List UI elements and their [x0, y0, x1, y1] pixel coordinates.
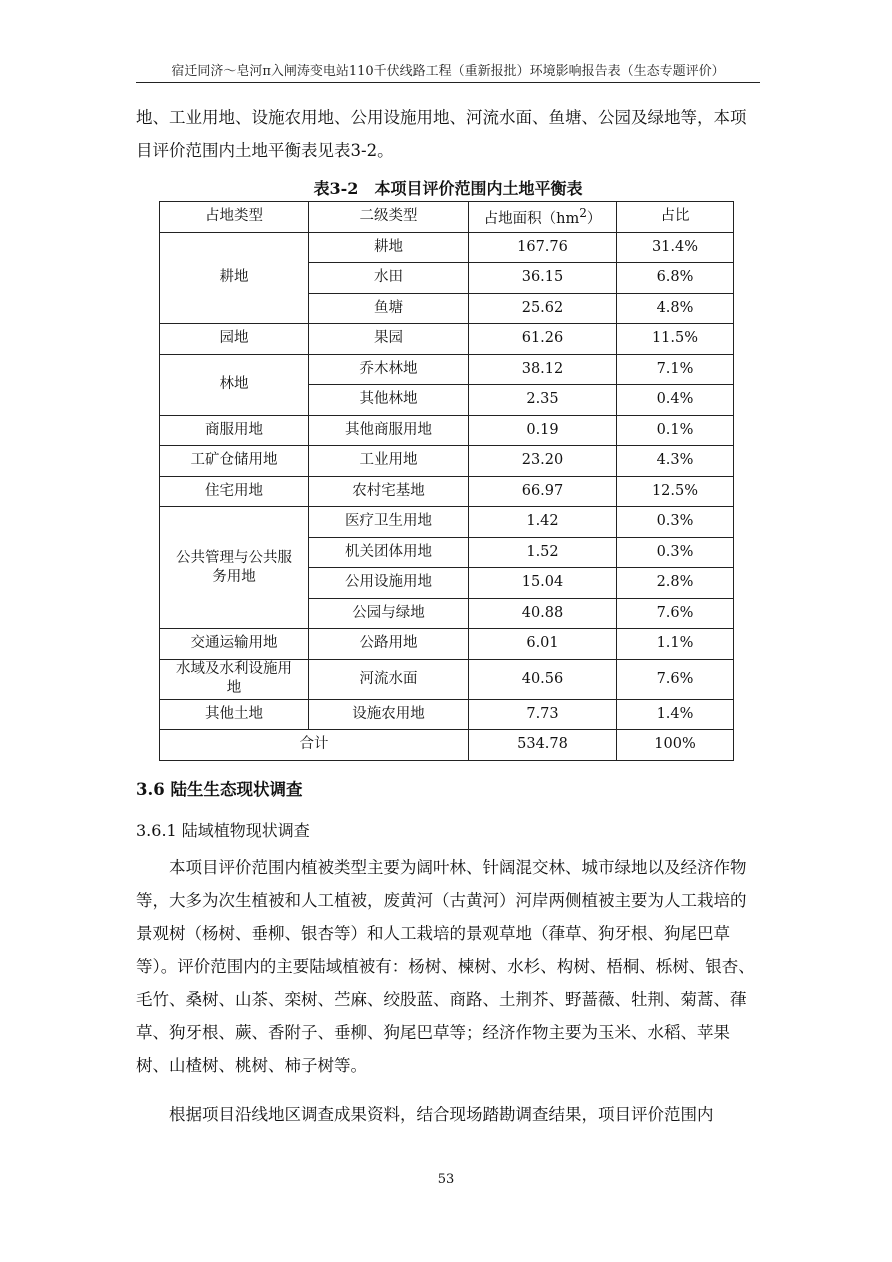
table-body	[160, 232, 734, 730]
sub-type-cell: 医疗卫生用地	[309, 507, 469, 538]
table-row	[160, 415, 734, 446]
ratio-cell: 4.3%	[617, 446, 734, 477]
body-paragraph-continued: 根据项目沿线地区调查成果资料，结合现场踏勘调查结果，项目评价范围内	[169, 1105, 714, 1124]
header-ratio: 占比	[617, 202, 734, 233]
ratio-cell: 0.4%	[617, 385, 734, 416]
total-area: 534.78	[469, 730, 617, 761]
total-row	[160, 730, 734, 761]
table-row	[160, 659, 734, 699]
ratio-cell: 7.1%	[617, 354, 734, 385]
header-area-close: ）	[586, 211, 602, 228]
sub-type-cell: 工业用地	[309, 446, 469, 477]
land-type-cell: 交通运输用地	[160, 629, 309, 660]
header-land-type: 占地类型	[160, 202, 309, 233]
ratio-cell: 1.4%	[617, 699, 734, 730]
sub-type-cell: 其他林地	[309, 385, 469, 416]
table-row	[160, 699, 734, 730]
land-type-cell: 耕地	[160, 232, 309, 324]
area-cell: 15.04	[469, 568, 617, 599]
ratio-cell: 4.8%	[617, 293, 734, 324]
running-header: 宿迁同济～皂河π入闸涛变电站110千伏线路工程（重新报批）环境影响报告表（生态专题评价）	[171, 64, 725, 79]
sub-type-cell: 水田	[309, 263, 469, 294]
ratio-cell: 1.1%	[617, 629, 734, 660]
land-type-cell: 商服用地	[160, 415, 309, 446]
sub-type-cell: 公用设施用地	[309, 568, 469, 599]
ratio-cell: 0.3%	[617, 537, 734, 568]
sub-type-cell: 果园	[309, 324, 469, 355]
sub-type-cell: 鱼塘	[309, 293, 469, 324]
land-type-cell: 水域及水利设施用地	[160, 659, 309, 699]
area-cell: 167.76	[469, 232, 617, 263]
area-cell: 7.73	[469, 699, 617, 730]
table-header-row	[160, 202, 734, 233]
intro-paragraph: 地、工业用地、设施农用地、公用设施用地、河流水面、鱼塘、公园及绿地等，本项目评价范围内土地平衡表见表3-2。	[136, 108, 747, 160]
table-caption: 表3-2 本项目评价范围内土地平衡表	[313, 179, 583, 198]
sub-type-cell: 其他商服用地	[309, 415, 469, 446]
land-type-cell: 住宅用地	[160, 476, 309, 507]
land-balance-table	[159, 201, 734, 761]
total-ratio: 100%	[617, 730, 734, 761]
section-title: 3.6 陆生生态现状调查	[136, 780, 303, 799]
sub-type-cell: 河流水面	[309, 659, 469, 699]
sub-type-cell: 乔木林地	[309, 354, 469, 385]
land-type-cell: 林地	[160, 354, 309, 415]
area-cell: 40.88	[469, 598, 617, 629]
ratio-cell: 12.5%	[617, 476, 734, 507]
ratio-cell: 0.3%	[617, 507, 734, 538]
area-cell: 23.20	[469, 446, 617, 477]
sub-type-cell: 机关团体用地	[309, 537, 469, 568]
table-row	[160, 324, 734, 355]
sub-type-cell: 设施农用地	[309, 699, 469, 730]
area-cell: 2.35	[469, 385, 617, 416]
table-row	[160, 354, 734, 385]
header-area-text: 占地面积（hm	[483, 211, 580, 228]
ratio-cell: 7.6%	[617, 659, 734, 699]
area-cell: 1.42	[469, 507, 617, 538]
table-row	[160, 446, 734, 477]
subsection-title: 3.6.1 陆域植物现状调查	[136, 821, 310, 840]
ratio-cell: 11.5%	[617, 324, 734, 355]
sub-type-cell: 耕地	[309, 232, 469, 263]
area-cell: 0.19	[469, 415, 617, 446]
land-type-cell: 公共管理与公共服务用地	[160, 507, 309, 629]
sub-type-cell: 公园与绿地	[309, 598, 469, 629]
ratio-cell: 7.6%	[617, 598, 734, 629]
ratio-cell: 0.1%	[617, 415, 734, 446]
table-row	[160, 232, 734, 263]
table-row	[160, 507, 734, 538]
table-row	[160, 476, 734, 507]
area-cell: 1.52	[469, 537, 617, 568]
area-cell: 36.15	[469, 263, 617, 294]
area-cell: 61.26	[469, 324, 617, 355]
total-label: 合计	[160, 730, 469, 761]
header-area	[469, 202, 617, 233]
land-type-cell: 其他土地	[160, 699, 309, 730]
area-cell: 6.01	[469, 629, 617, 660]
area-cell: 40.56	[469, 659, 617, 699]
body-paragraph: 本项目评价范围内植被类型主要为阔叶林、针阔混交林、城市绿地以及经济作物等，大多为次生植被和人工植被，废黄河（古黄河）河岸两侧植被主要为人工栽培的景观树（杨树、垂柳、银杏等）和人工栽培的景观草地（葎草、狗牙根、狗尾巴草等）。评价范围内的主要陆域植被有：杨树、楝树、水杉、构树、梧桐、栎树、银杏、毛竹、桑树、山茶、栾树、苎麻、绞股蓝、商路、土荆芥、野蔷薇、牡荆、菊蒿、葎草、狗牙根、蕨、香附子、垂柳、狗尾巴草等；经济作物主要为玉米、水稻、苹果树、山楂树、桃树、柿子树等。	[136, 858, 755, 1075]
header-sub-type: 二级类型	[309, 202, 469, 233]
ratio-cell: 6.8%	[617, 263, 734, 294]
header-area-superscript: 2	[579, 206, 587, 221]
area-cell: 66.97	[469, 476, 617, 507]
sub-type-cell: 公路用地	[309, 629, 469, 660]
area-cell: 38.12	[469, 354, 617, 385]
ratio-cell: 31.4%	[617, 232, 734, 263]
land-type-cell: 园地	[160, 324, 309, 355]
land-type-cell: 工矿仓储用地	[160, 446, 309, 477]
page-number: 53	[437, 1172, 455, 1187]
sub-type-cell: 农村宅基地	[309, 476, 469, 507]
header-rule	[136, 82, 760, 83]
table-row	[160, 629, 734, 660]
area-cell: 25.62	[469, 293, 617, 324]
ratio-cell: 2.8%	[617, 568, 734, 599]
